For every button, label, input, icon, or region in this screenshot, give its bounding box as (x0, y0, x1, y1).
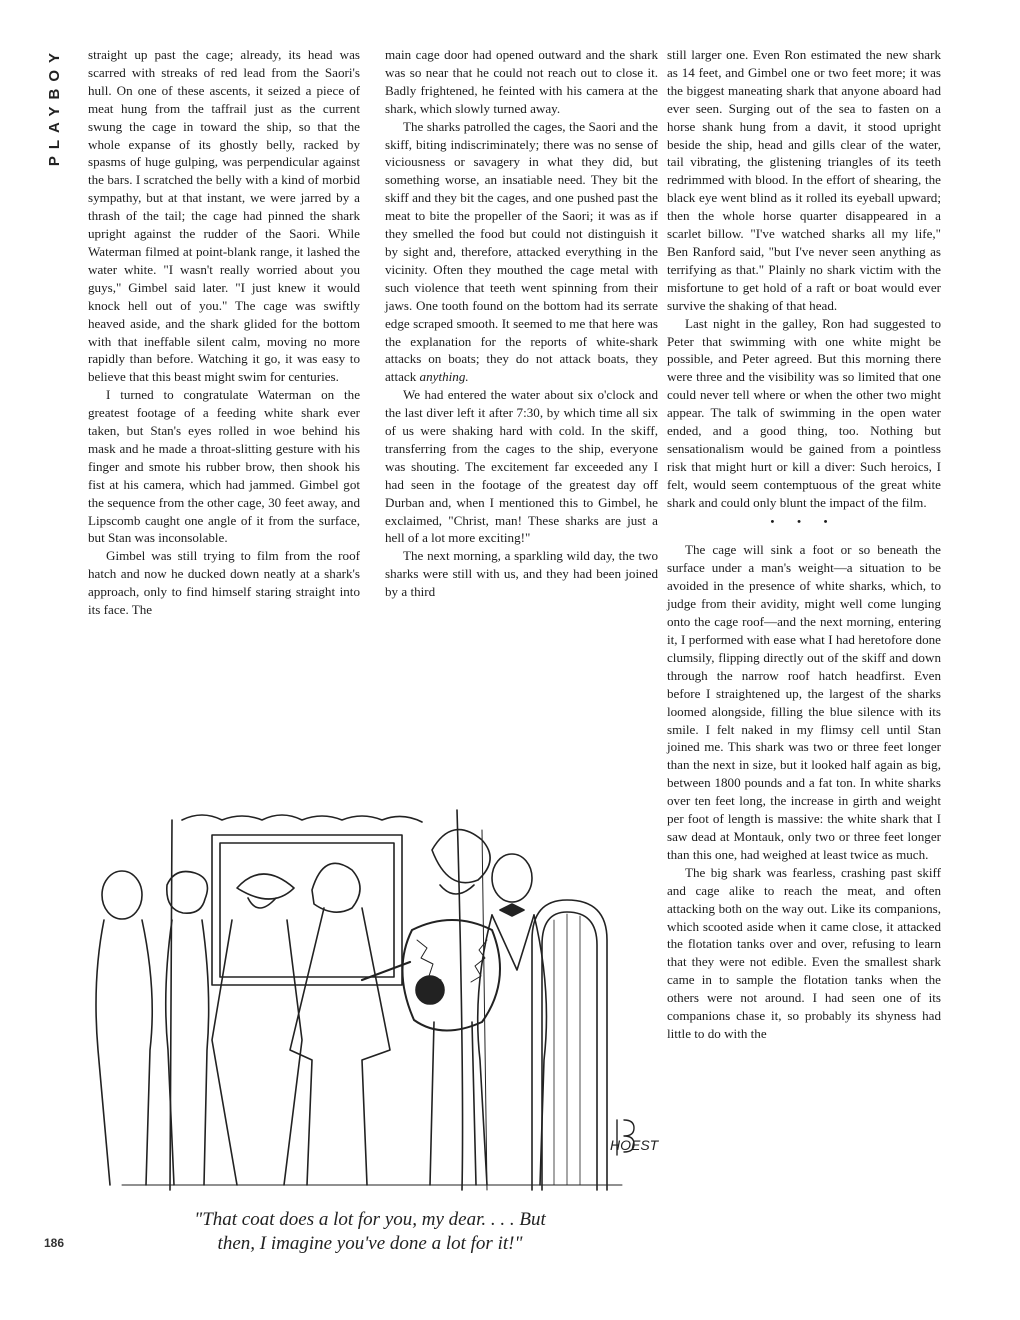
paragraph: The next morning, a sparkling wild day, the two sharks were still with us, and they had been joined by a third (385, 548, 658, 600)
paragraph: main cage door had opened outward and the shark was so near that he could not reach out to close it. Badly frightened, he feinted with his camera at the shark, which slowly turned away. (385, 47, 658, 116)
cartoon-caption (100, 1208, 640, 1256)
caption-line-1: "That coat does a lot for you, my dear. . . . But (194, 1209, 546, 1230)
paragraph: The big shark was fearless, crashing past skiff and cage alike to reach the meat, and often attacking both on the way out. Like its companions, which scooted aside when it came close, it attacked the flotation tanks over and over, refusing to learn that they were not edible. Even the smallest shark came in to sample the flotation tanks when the others were not around. I had seen one of its companions chase it, so probably its shyness had little to do with the (667, 864, 941, 1041)
caption-line-2: then, I imagine you've done a lot for it!" (217, 1233, 523, 1254)
paragraph-text: The sharks patrolled the cages, the Saori and the skiff, biting indiscriminately; there was no sense of viciousness or savagery in what they did, but something worse, an insatiable need. They bit the skiff and they bit the cages, and one pushed past the meat to bite the propeller of the Saori; it was as if they smelled the food but could not distinguish it by sight and, therefore, attacked everything in the vicinity. Often they mouthed the cage metal with such violence that teeth went spinning from their jaws. One tooth found on the bottom had its serrate edge scraped smooth. It seemed to me that here was the explanation for the reports of white-shark attacks on boats; they do not attack boats, they attack (385, 118, 658, 385)
paragraph: still larger one. Even Ron estimated the new shark as 14 feet, and Gimbel one or two feet more; it was the biggest maneating shark that anyone aboard had ever seen. Surging out of the sea to fasten on a horse shank hung from a davit, it stood upright beside the ship, head and gills clear of the water, tail vibrating, the glistening triangles of its teeth redrimmed with blood. In the effort of shearing, the black eye went blind as it rolled its eyeball upward; then the whole horse quarter disappeared in a scarlet billow. "I've watched sharks all my life," Ben Ranford said, "but I've never seen anything as terrifying as that." Plainly no shark victim with the misfortune to get hold of a raft or boat would ever survive the shaking of that head. (667, 47, 941, 313)
cartoon-illustration (62, 790, 662, 1200)
paragraph: Gimbel was still trying to film from the roof hatch and now he ducked down neatly at a shark's approach, only to find himself staring straight into its face. The (88, 548, 360, 618)
paragraph (385, 118, 658, 387)
text-column-1 (88, 46, 360, 619)
cartoon-drawing (62, 790, 662, 1200)
paragraph: straight up past the cage; already, its head was scarred with streaks of red lead from the Saori's hull. On one of these ascents, it seized a piece of meat hung from the taffrail just as the current swung the cage in toward the ship, so that the whole expanse of its ghostly belly, racked by spasms of huge gulping, was perpendicular against the bars. I scratched the belly with a kind of morbid sympathy, but at that instant, we were jarred by a thrash of the tail; the cage had pinned the shark upright against the rudder of the Saori. While Waterman filmed at point-blank range, it lashed the water white. "I wasn't really worried about you guys," Gimbel said later. "I just knew it would knock hell out of you." The cage was swiftly heaved aside, and the shark glided for the bottom with that ineffable silent calm, moving no more rapidly than before. Watching it go, it was easy to believe that this beast might swim for centuries. (88, 47, 360, 385)
paragraph: Last night in the galley, Ron had suggested to Peter that swimming with one white might be possible, and Peter agreed. But this morning there were three and the visibility was so limited that one could never tell where or when the other two might appear. The talk of swimming in the open water ended, and a good thing, too. Nothing but sensationalism would be gained from a pointless risk that might hurt or kill a diver: Such heroics, I felt, would seem contemptuous of the great white shark and could only blunt the impact of the film. (667, 315, 941, 510)
section-break: • • • (770, 515, 838, 528)
text-column-2 (385, 46, 658, 601)
paragraph: The cage will sink a foot or so beneath the surface under a man's weight—a situation to be avoided in the presence of white sharks, which, to judge from their avidity, might well come lunging onto the cage roof—and the next morning, entering it, I performed with ease what I had heretofore done clumsily, flipping directly out of the skiff and down through the narrow roof hatch headfirst. Even before I straightened up, the largest of the sharks loomed alongside, filling the blue silence with its smile. I felt naked in my flimsy cell until Stan joined me. This shark was two or three feet longer than the next in size, but it looked half again as big, between 1800 pounds and a fat ton. In white sharks over ten feet long, the increase in girth and weight per foot of length is massive: the white shark that I saw dead at Montauk, only two or three feet longer than this one, had weighed at least twice as much. (667, 542, 941, 862)
masthead: PLAYBOY (46, 46, 63, 167)
paragraph: I turned to congratulate Waterman on the greatest footage of a feeding white shark ever taken, but Stan's eyes rolled in woe behind his mask and he made a throat-slitting gesture with his finger and smote his rubber brow, then shook his fist at his camera, which had jammed. Gimbel got the sequence from the other cage, 30 feet away, and Lipscomb caught one angle of it from the surface, but Stan was inconsolable. (88, 387, 360, 546)
page-number: 186 (44, 1236, 65, 1250)
italic-word: anything. (419, 369, 469, 385)
text-column-3 (667, 46, 941, 1043)
paragraph: We had entered the water about six o'clock and the last diver left it after 7:30, by which time all six of us were shaking hard with cold. In the skiff, transferring from the cages to the ship, everyone was shouting. The excitement far exceeded any I had seen in the footage of the greatest day off Durban and, when I mentioned this to Gimbel, he exclaimed, "Christ, man! These sharks are just a hell of a lot more exciting!" (385, 387, 658, 546)
cartoon-signature: HOEST (610, 1137, 659, 1153)
